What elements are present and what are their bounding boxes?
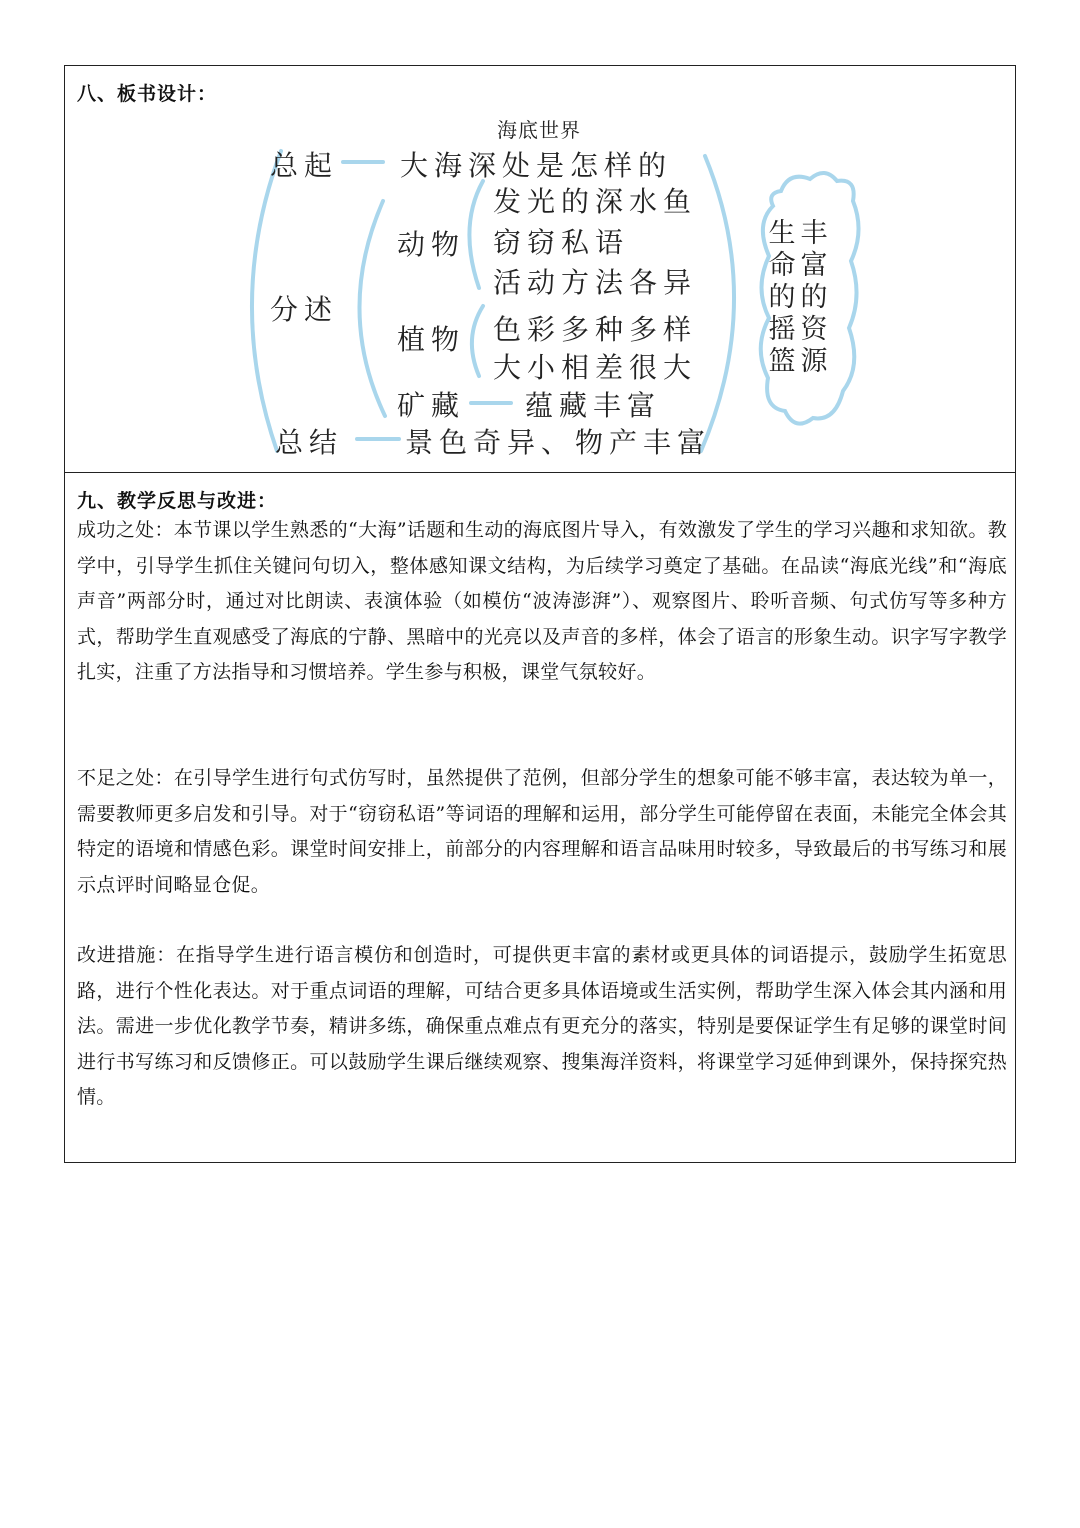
animals-item: 发光的深水鱼 <box>493 185 698 218</box>
summary-text: 景色奇异、物产丰富 <box>405 426 712 459</box>
minerals-text: 蕴藏丰富 <box>525 389 662 422</box>
animals-label: 动物 <box>397 228 466 261</box>
plants-item: 大小相差很大 <box>493 351 698 384</box>
reflection-cell <box>65 473 1015 1162</box>
plants-bracket <box>472 306 483 376</box>
detail-bracket <box>359 201 385 416</box>
animals-bracket <box>469 181 483 288</box>
outer-right-bracket <box>701 156 734 451</box>
paragraph-successes: 成功之处：本节课以学生熟悉的“大海”话题和生动的海底图片导入，有效激发了学生的学习兴趣和求知欲。教学中，引导学生抓住关键问句切入，整体感知课文结构，为后续学习奠定了基础。在品读“海底光线”和“海底声音”两部分时，通过对比朗读、表演体验（如模仿“波涛澎湃”）、观察图片、聆听音频、句式仿写等多种方式，帮助学生直观感受了海底的宁静、黑暗中的光亮以及声音的多样，体会了语言的形象生动。识字写字教学扎实，注重了方法指导和习惯培养。学生参与积极，课堂气氛较好。 <box>77 519 1007 683</box>
cloud-text-left: 生命的摇篮 <box>768 218 796 377</box>
section-8-title: 八、板书设计： <box>77 83 218 105</box>
board-heading: 海底世界 <box>497 118 581 142</box>
plants-item: 色彩多种多样 <box>493 313 698 346</box>
animals-item: 窃窃私语 <box>493 226 630 259</box>
cloud-text-right: 丰富的资源 <box>800 218 828 377</box>
minerals-label: 矿藏 <box>397 389 466 422</box>
plants-label: 植物 <box>397 323 466 356</box>
lesson-table <box>64 65 1016 1163</box>
section-9-title: 九、教学反思与改进： <box>77 490 278 512</box>
summary-label: 总结 <box>275 426 344 459</box>
animals-item: 活动方法各异 <box>493 266 698 299</box>
intro-label: 总起 <box>270 149 339 182</box>
paragraph-improvements: 改进措施：在指导学生进行语言模仿和创造时，可提供更丰富的素材或更具体的词语提示，鼓励学生拓宽思路，进行个性化表达。对于重点词语的理解，可结合更多具体语境或生活实例，帮助学生深入体会其内涵和用法。需进一步优化教学节奏，精讲多练，确保重点难点有更充分的落实，特别是要保证学生有足够的课堂时间进行书写练习和反馈修正。可以鼓励学生课后继续观察、搜集海洋资料，将课堂学习延伸到课外，保持探究热情。 <box>77 944 1007 1108</box>
blackboard-design-cell <box>65 66 1015 473</box>
paragraph-shortcomings: 不足之处：在引导学生进行句式仿写时，虽然提供了范例，但部分学生的想象可能不够丰富，表达较为单一，需要教师更多启发和引导。对于“窃窃私语”等词语的理解和运用，部分学生可能停留在表面，未能完全体会其特定的语境和情感色彩。课堂时间安排上，前部分的内容理解和语言品味用时较多，导致最后的书写练习和展示点评时间略显仓促。 <box>77 767 1007 896</box>
blackboard-diagram <box>65 66 1015 471</box>
detail-label: 分述 <box>270 293 339 326</box>
intro-text: 大海深处是怎样的 <box>400 149 673 182</box>
